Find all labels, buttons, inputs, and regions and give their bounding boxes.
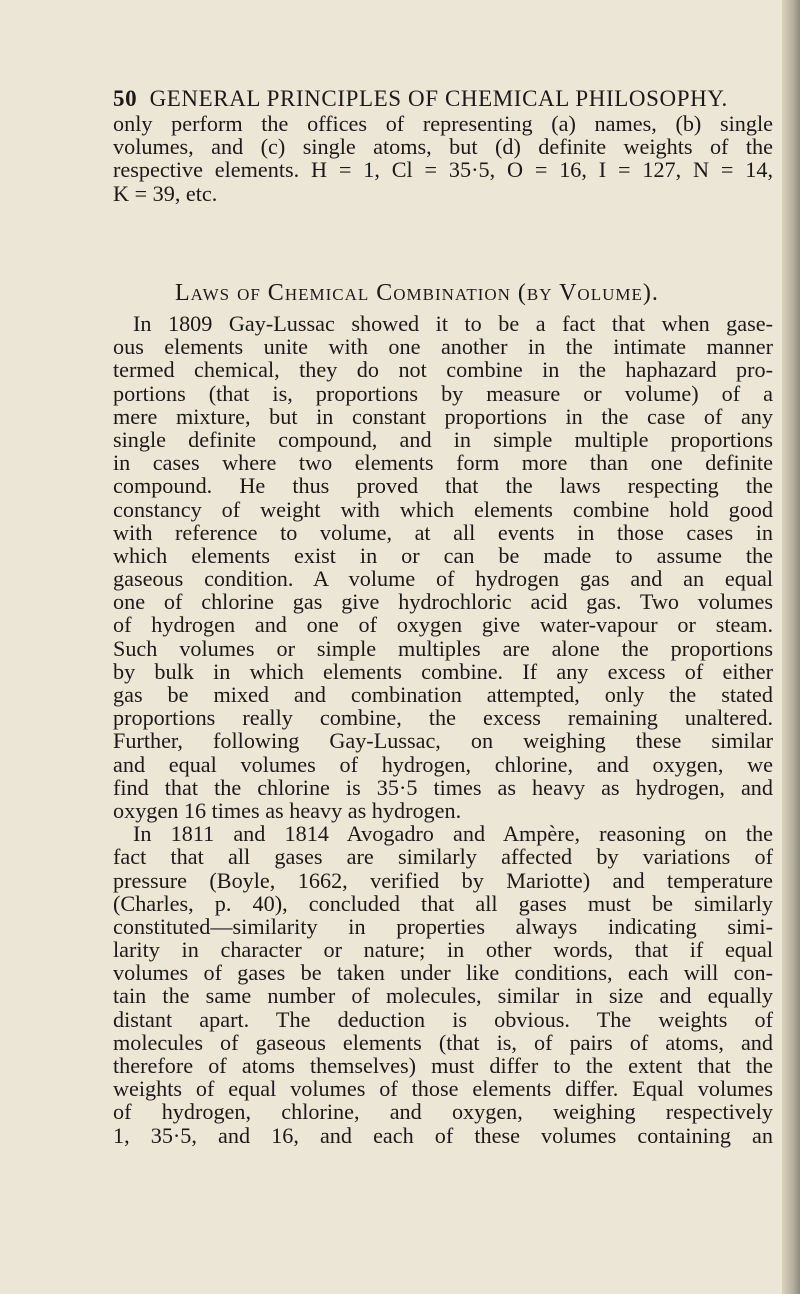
page-number: 50: [113, 86, 138, 111]
text-line: oxygen 16 times as heavy as hydrogen.: [113, 797, 462, 823]
text-line: gas be mixed and combination attempted, only the stated: [113, 682, 773, 707]
text-line: ous elements unite with one another in the intimate manner: [113, 334, 773, 360]
text-line: gaseous condition. A volume of hydrogen gas and an equal: [113, 566, 773, 592]
text-line: weights of equal volumes of those elements differ. Equal volumes: [113, 1076, 773, 1102]
intro-paragraph: [113, 112, 773, 205]
text-line: and equal volumes of hydrogen, chlorine, and oxygen, we: [113, 751, 773, 777]
text-line: larity in character or nature; in other words, that if equal: [113, 937, 773, 963]
text-line: with reference to volume, at all events in those cases in: [113, 519, 773, 545]
text-line: constituted—similarity in properties always indicating simi-: [113, 913, 773, 939]
text-line: portions (that is, proportions by measure or volume) of a: [113, 380, 773, 406]
text-line: only perform the offices of representing (a) names, (b) single: [113, 111, 773, 136]
text-line: single definite compound, and in simple multiple proportions: [113, 426, 773, 452]
text-line: In 1809 Gay-Lussac showed it to be a fact that when gase-: [133, 311, 773, 336]
text-line: in cases where two elements form more than one definite: [113, 450, 773, 476]
text-line: one of chlorine gas give hydrochloric acid gas. Two volumes: [113, 589, 773, 615]
text-line: termed chemical, they do not combine in the haphazard pro-: [113, 357, 773, 383]
text-line: constancy of weight with which elements combine hold good: [113, 496, 773, 522]
text-line: mere mixture, but in constant proportions in the case of any: [113, 403, 773, 429]
text-line: therefore of atoms themselves) must differ to the extent that the: [113, 1053, 773, 1078]
text-line: (Charles, p. 40), concluded that all gases must be similarly: [113, 890, 773, 916]
section-heading: Laws of Chemical Combination (by Volume).: [175, 280, 659, 306]
text-line: 1, 35·5, and 16, and each of these volumes containing an: [113, 1122, 773, 1148]
text-line: find that the chlorine is 35·5 times as heavy as hydrogen, and: [113, 774, 773, 800]
page-edge-shadow: [782, 0, 800, 1294]
main-text: [113, 312, 773, 1147]
text-line: Further, following Gay-Lussac, on weighing these similar: [113, 728, 773, 754]
running-header: [113, 86, 753, 112]
text-line: tain the same number of molecules, similar in size and equally: [113, 983, 773, 1009]
text-line: Such volumes or simple multiples are alone the proportions: [113, 635, 773, 661]
text-line: K = 39, etc.: [113, 180, 218, 206]
text-line: of hydrogen, chlorine, and oxygen, weighing respectively: [113, 1099, 773, 1125]
text-line: volumes of gases be taken under like conditions, each will con-: [113, 960, 773, 986]
text-line: respective elements. H = 1, Cl = 35·5, O = 16, I = 127, N = 14,: [113, 157, 773, 183]
text-line: proportions really combine, the excess remaining unaltered.: [113, 705, 773, 731]
text-line: volumes, and (c) single atoms, but (d) definite weights of the: [113, 134, 773, 160]
text-line: fact that all gases are similarly affected by variations of: [113, 844, 773, 870]
running-title: GENERAL PRINCIPLES OF CHEMICAL PHILOSOPHY.: [149, 86, 728, 111]
text-line: which elements exist in or can be made to assume the: [113, 542, 773, 568]
text-line: molecules of gaseous elements (that is, of pairs of atoms, and: [113, 1029, 773, 1055]
text-line: by bulk in which elements combine. If any excess of either: [113, 658, 773, 684]
text-line: distant apart. The deduction is obvious. The weights of: [113, 1006, 773, 1032]
text-line: of hydrogen and one of oxygen give water-vapour or steam.: [113, 612, 773, 638]
text-line: In 1811 and 1814 Avogadro and Ampère, reasoning on the: [133, 821, 773, 847]
text-line: pressure (Boyle, 1662, verified by Mariotte) and temperature: [113, 867, 773, 893]
text-line: compound. He thus proved that the laws respecting the: [113, 473, 773, 499]
